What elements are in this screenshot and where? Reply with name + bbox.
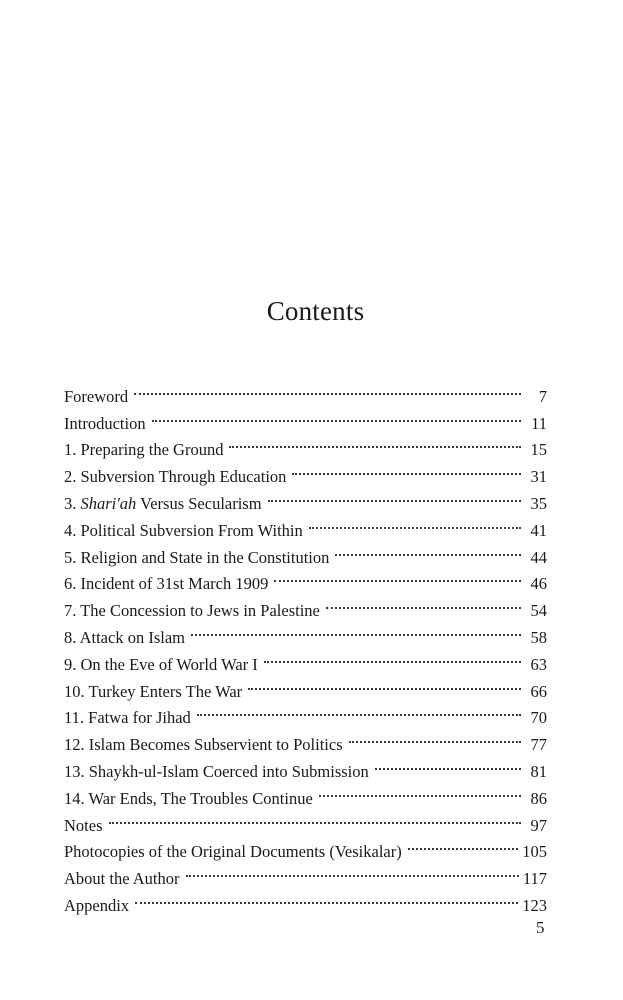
toc-entry-page: 66 xyxy=(530,681,547,701)
toc-entry-text: Notes xyxy=(64,815,103,835)
dot-leader xyxy=(375,750,521,777)
dot-leader xyxy=(349,723,521,750)
toc-entry-page: 123 xyxy=(522,895,547,915)
toc-entry-text: Introduction xyxy=(64,413,146,433)
toc-entry-title xyxy=(64,491,262,518)
toc-entry-title xyxy=(64,518,303,545)
toc-entry-text: 9. On the Eve of World War I xyxy=(64,654,258,674)
toc-entry-page: 63 xyxy=(530,654,547,674)
toc-entry-page: 117 xyxy=(522,869,547,889)
toc-entry-page: 97 xyxy=(530,815,547,835)
toc-entry-text: 7. The Concession to Jews in Palestine xyxy=(64,601,320,621)
toc-entry[interactable] xyxy=(64,884,547,915)
toc-entry-page: 105 xyxy=(522,842,547,862)
dot-leader xyxy=(408,831,519,858)
toc-entry-page: 31 xyxy=(530,467,547,487)
toc-entry-title xyxy=(64,893,129,920)
table-of-contents xyxy=(64,375,547,915)
dot-leader xyxy=(186,857,519,884)
toc-entry-page: 11 xyxy=(531,413,547,433)
toc-entry-text: 11. Fatwa for Jihad xyxy=(64,708,191,728)
toc-entry-page: 7 xyxy=(538,386,547,406)
dot-leader xyxy=(152,402,521,429)
toc-entry-text: Appendix xyxy=(64,895,130,915)
toc-entry-text: 8. Attack on Islam xyxy=(64,627,185,647)
dot-leader xyxy=(197,697,521,724)
toc-entry-title xyxy=(64,705,191,732)
dot-leader xyxy=(248,670,521,697)
toc-entry-text: 14. War Ends, The Troubles Continue xyxy=(64,788,313,808)
dot-leader xyxy=(274,563,521,590)
dot-leader xyxy=(191,616,521,643)
dot-leader xyxy=(135,884,518,911)
toc-entry-text: 1. Preparing the Ground xyxy=(64,440,224,460)
toc-entry[interactable] xyxy=(64,402,547,433)
toc-entry-title xyxy=(64,813,103,840)
toc-entry-text: Versus Secularism xyxy=(136,493,262,513)
page-number: 5 xyxy=(536,918,545,937)
dot-leader xyxy=(292,455,521,482)
toc-entry-text: Foreword xyxy=(64,386,129,406)
dot-leader xyxy=(229,429,521,456)
toc-entry[interactable] xyxy=(64,375,547,406)
toc-entry-number: 3. xyxy=(64,493,81,513)
toc-entry-page: 46 xyxy=(530,574,547,594)
toc-entry-page: 81 xyxy=(530,761,547,781)
toc-entry-title xyxy=(64,411,146,438)
toc-entry-title xyxy=(64,652,258,679)
toc-entry[interactable] xyxy=(64,831,547,862)
toc-entry-page: 54 xyxy=(530,601,547,621)
dot-leader xyxy=(264,643,521,670)
dot-leader xyxy=(319,777,521,804)
toc-entry-page: 77 xyxy=(530,735,547,755)
dot-leader xyxy=(326,589,521,616)
toc-entry-title xyxy=(64,437,223,464)
dot-leader xyxy=(309,509,521,536)
toc-entry-text: 6. Incident of 31st March 1909 xyxy=(64,574,269,594)
toc-entry-text: 5. Religion and State in the Constitution xyxy=(64,547,330,567)
toc-entry-text: 12. Islam Becomes Subservient to Politics xyxy=(64,735,343,755)
toc-entry-page: 44 xyxy=(530,547,547,567)
toc-entry-title xyxy=(64,464,286,491)
dot-leader xyxy=(335,536,521,563)
toc-entry-page: 70 xyxy=(530,708,547,728)
dot-leader xyxy=(109,804,522,831)
toc-entry-title xyxy=(64,384,128,411)
page-title: Contents xyxy=(266,296,365,326)
toc-entry-italic-term: Shari'ah xyxy=(80,493,137,513)
toc-entry[interactable] xyxy=(64,804,547,835)
toc-entry-page: 58 xyxy=(530,627,547,647)
toc-entry-text: About the Author xyxy=(64,869,180,889)
toc-entry-page: 41 xyxy=(530,520,547,540)
toc-entry-page: 15 xyxy=(530,440,547,460)
toc-entry-title xyxy=(64,625,185,652)
toc-entry-text: 4. Political Subversion From Within xyxy=(64,520,303,540)
toc-entry-title xyxy=(64,732,343,759)
toc-entry-text: Photocopies of the Original Documents (Vesikalar) xyxy=(64,842,402,862)
toc-entry-text: 2. Subversion Through Education xyxy=(64,467,287,487)
dot-leader xyxy=(268,482,521,509)
toc-entry-text: 10. Turkey Enters The War xyxy=(64,681,243,701)
toc-entry-page: 86 xyxy=(530,788,547,808)
dot-leader xyxy=(134,375,521,402)
toc-entry-title xyxy=(64,571,268,598)
toc-entry-text: 13. Shaykh-ul-Islam Coerced into Submission xyxy=(64,761,369,781)
toc-entry-page: 35 xyxy=(530,493,547,513)
